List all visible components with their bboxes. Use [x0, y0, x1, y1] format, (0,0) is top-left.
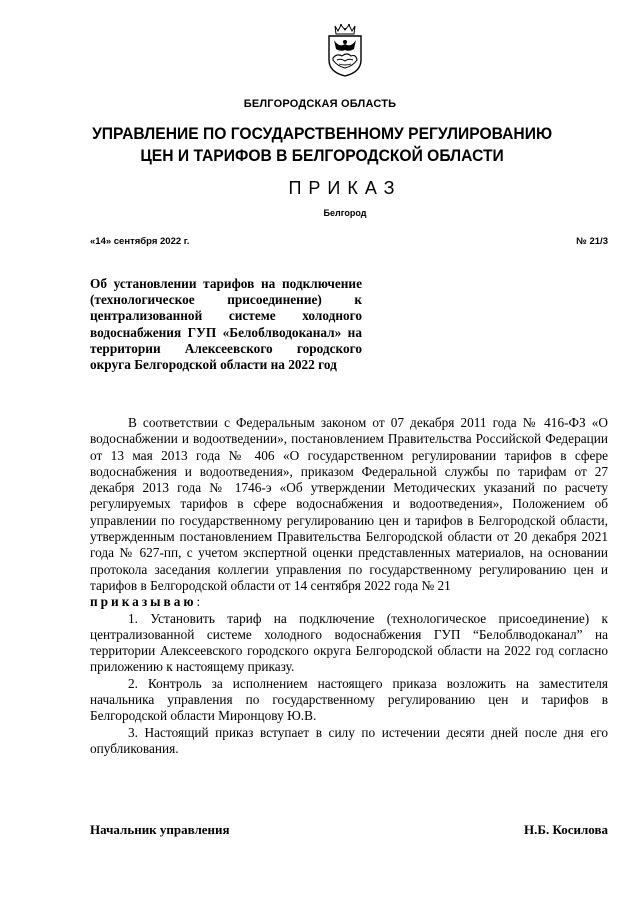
order-item-3: 3. Настоящий приказ вступает в силу по истечении десяти дней после дня его опубликования. — [90, 724, 608, 756]
document-date: «14» сентября 2022 г. — [90, 236, 190, 247]
agency-name-line2: ЦЕН И ТАРИФОВ В БЕЛГОРОДСКОЙ ОБЛАСТИ — [140, 146, 504, 165]
orders-line: приказываю: — [90, 594, 201, 610]
signature-title: Начальник управления — [90, 822, 230, 837]
document-number: № 21/3 — [576, 236, 608, 247]
document-subject: Об установлении тарифов на подключение (технологическое присоединение) к централизованной системе холодного водоснабжения ГУП «Белоблводоканал» на территории Алексеевского городского округа Белгородской области на 2022 год — [90, 276, 362, 373]
agency-name — [28, 123, 617, 167]
coat-of-arms-icon — [325, 22, 365, 78]
agency-name-line1: УПРАВЛЕНИЕ ПО ГОСУДАРСТВЕННОМУ РЕГУЛИРОВАНИЮ — [92, 124, 553, 143]
region-name: БЕЛГОРОДСКАЯ ОБЛАСТЬ — [243, 98, 397, 110]
preamble-paragraph — [90, 415, 608, 594]
order-item-2: 2. Контроль за исполнением настоящего приказа возложить на заместителя начальника управления по государственному регулированию цен и тарифов в Белгородской области Миронцову Ю.В. — [90, 675, 608, 724]
city-name: Белгород — [323, 208, 367, 218]
orders-word: приказываю — [90, 594, 197, 610]
signature-name: Н.Б. Косилова — [524, 822, 608, 837]
preamble-text: В соответствии с Федеральным законом от 07 декабря 2011 года № 416-ФЗ «О водоснабжении и водоотведении», постановлением Правительства Российской Федерации от 13 мая 2013 года № 406 «О государственном регулировании тарифов в сфере водоснабжения и водоотведения», приказом Федеральной службы по тарифам от 27 декабря 2013 года № 1746-э «Об утверждении Методических указаний по расчету регулируемых тарифов в сфере водоснабжения и водоотведения», Положением об управлении по государственному регулированию цен и тарифов в Белгородской области, утвержденным постановлением Правительства Белгородской области от 20 декабря 2021 года № 627-пп, с учетом экспертной оценки представленных материалов, на основании протокола заседания коллегии управления по государственному регулированию цен и тарифов в Белгородской области от 14 сентября 2022 года № 21 — [90, 415, 608, 593]
document-body — [90, 415, 608, 757]
document-type: ПРИКАЗ — [288, 178, 402, 198]
order-item-1: 1. Установить тариф на подключение (технологическое присоединение) к централизованной системе холодного водоснабжения ГУП “Белоблводоканал” на территории Алексеевского городского округа Белгородской области на 2022 год согласно приложению к настоящему приказу. — [90, 610, 608, 675]
